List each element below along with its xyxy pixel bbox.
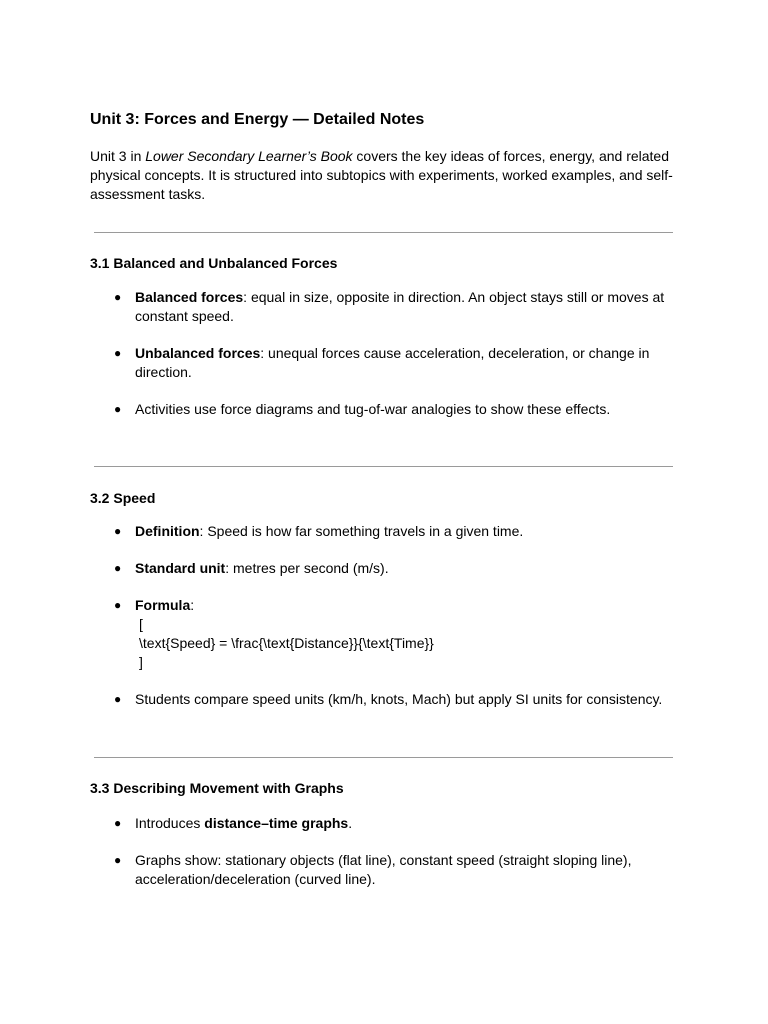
bullet-icon: ● [114,290,122,304]
section-divider [94,232,673,233]
bullet-text: . [348,815,353,831]
list-item [90,400,680,419]
term-formula: Formula [135,597,191,613]
list-item [90,559,680,578]
section-3-2-list [90,522,680,727]
bullet-text: Graphs show: stationary objects (flat line), constant speed (straight sloping line), acceleration/deceleration (curved line). [135,852,632,887]
bullet-icon: ● [114,561,122,575]
intro-prefix: Unit 3 in [90,148,146,164]
formula-close-bracket: ] [139,654,143,670]
section-divider [94,757,673,758]
section-heading-3-1: 3.1 Balanced and Unbalanced Forces [90,255,338,271]
intro-paragraph [90,147,675,204]
list-item [90,344,680,382]
bullet-text: : Speed is how far something travels in a given time. [199,523,524,539]
document-title: Unit 3: Forces and Energy — Detailed Notes [90,111,425,128]
list-item [90,596,680,672]
list-item [90,288,680,326]
intro-suffix: covers the key ideas of forces, energy, and related physical concepts. It is structured into subtopics with experiments, worked examples, and self-assessment tasks. [90,148,673,202]
section-heading-3-2: 3.2 Speed [90,490,156,506]
term-balanced-forces: Balanced forces [135,289,244,305]
term-distance-time-graphs: distance–time graphs [204,815,349,831]
bullet-text: : unequal forces cause acceleration, deceleration, or change in direction. [135,345,650,380]
section-heading-3-3: 3.3 Describing Movement with Graphs [90,780,344,796]
section-3-1-list [90,288,680,437]
bullet-text: Students compare speed units (km/h, knots, Mach) but apply SI units for consistency. [135,691,663,707]
bullet-icon: ● [114,524,122,538]
list-item [90,814,680,833]
bullet-icon: ● [114,853,122,867]
bullet-text: : metres per second (m/s). [225,560,389,576]
list-item [90,851,680,889]
book-title: Lower Secondary Learner’s Book [145,148,353,164]
bullet-icon: ● [114,692,122,706]
formula-open-bracket: [ [139,616,143,632]
bullet-icon: ● [114,346,122,360]
bullet-text: : [190,597,195,613]
bullet-text: : equal in size, opposite in direction. An object stays still or moves at constant speed. [135,289,665,324]
list-item [90,522,680,541]
section-3-3-list [90,814,680,907]
bullet-text-before: Introduces [135,815,205,831]
section-divider [94,466,673,467]
term-standard-unit: Standard unit [135,560,226,576]
term-definition: Definition [135,523,200,539]
term-unbalanced-forces: Unbalanced forces [135,345,261,361]
formula-expression: \text{Speed} = \frac{\text{Distance}}{\text{Time}} [139,635,434,651]
bullet-icon: ● [114,402,122,416]
bullet-text: Activities use force diagrams and tug-of-war analogies to show these effects. [135,401,611,417]
bullet-icon: ● [114,598,122,612]
list-item [90,690,680,709]
bullet-icon: ● [114,816,122,830]
